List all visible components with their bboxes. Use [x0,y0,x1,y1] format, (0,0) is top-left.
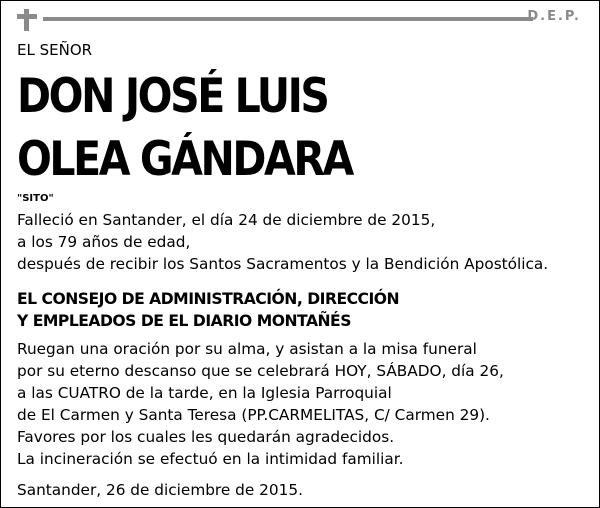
message-line: Ruegan una oración por su alma, y asistan a la misa funeral [17,340,477,358]
nickname: "SITO" [17,193,54,204]
mourners-line: EL CONSEJO DE ADMINISTRACIÓN, DIRECCIÓN [17,290,400,308]
message-line: La incineración se efectuó en la intimidad familiar. [17,450,404,468]
closing-date-line: Santander, 26 de diciembre de 2015. [17,481,303,499]
prefix-title: EL SEÑOR [17,41,93,59]
death-notice-line: después de recibir los Santos Sacramentos y la Bendición Apostólica. [17,255,549,273]
death-notice-line: a los 79 años de edad, [17,233,191,251]
header-rule [43,17,533,21]
dep-label: D.E.P. [527,9,581,24]
message-line: a las CUATRO de la tarde, en la Iglesia Parroquial [17,384,392,402]
death-notice [17,209,548,275]
deceased-name-line-2: OLEA GÁNDARA [17,132,352,187]
cross-icon [17,9,37,31]
message-line: Favores por los cuales les quedarán agradecidos. [17,428,395,446]
death-notice-line: Falleció en Santander, el día 24 de diciembre de 2015, [17,211,436,229]
mourners-heading [17,288,399,332]
funeral-message [17,338,504,470]
deceased-name-line-1: DON JOSÉ LUIS [17,69,328,124]
message-line: de El Carmen y Santa Teresa (PP.CARMELITAS, C/ Carmen 29). [17,406,490,424]
mourners-line: Y EMPLEADOS DE EL DIARIO MONTAÑÉS [17,312,351,330]
message-line: por su eterno descanso que se celebrará HOY, SÁBADO, día 26, [17,362,504,380]
